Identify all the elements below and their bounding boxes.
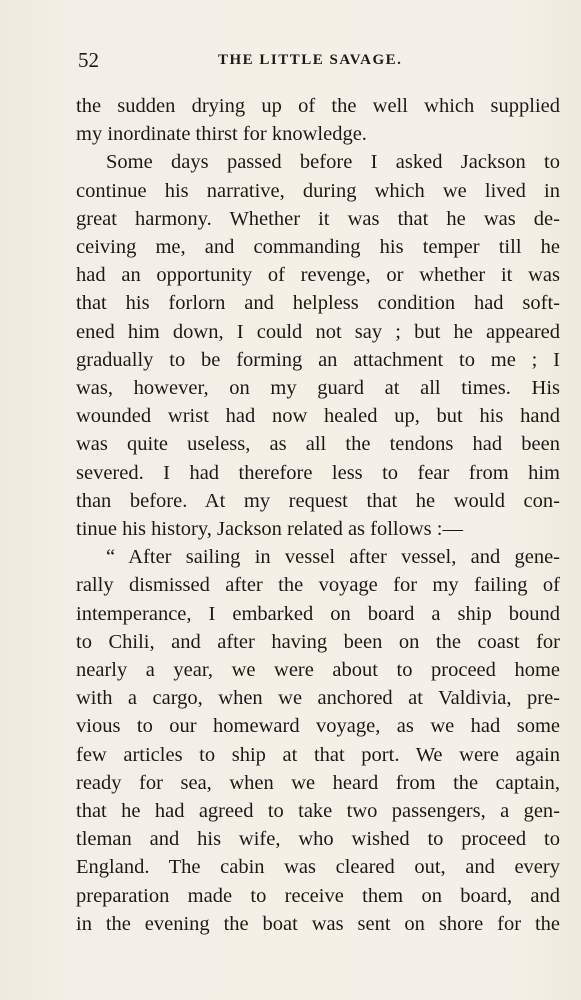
text-line: vious to our homeward voyage, as we had some xyxy=(76,715,560,738)
text-line: the sudden drying up of the well which supplied xyxy=(76,95,560,117)
body-text xyxy=(76,92,560,938)
text-line: was, however, on my guard at all times. His xyxy=(76,377,560,400)
text-line: in the evening the boat was sent on shore for the xyxy=(76,912,560,935)
text-line: “ After sailing in vessel after vessel, and gene- xyxy=(106,546,560,569)
text-line: few articles to ship at that port. We were again xyxy=(76,743,560,766)
text-line: great harmony. Whether it was that he was de- xyxy=(76,207,560,230)
page-number: 52 xyxy=(78,48,99,72)
text-line: Some days passed before I asked Jackson to xyxy=(106,151,560,174)
text-line: ceiving me, and commanding his temper till he xyxy=(76,236,560,259)
text-line: with a cargo, when we anchored at Valdivia, pre- xyxy=(76,687,560,710)
text-line: ened him down, I could not say ; but he appeared xyxy=(76,320,560,343)
text-line: ready for sea, when we heard from the captain, xyxy=(76,771,560,794)
text-line: rally dismissed after the voyage for my failing of xyxy=(76,574,560,597)
text-line: England. The cabin was cleared out, and every xyxy=(76,856,560,879)
text-line: continue his narrative, during which we lived in xyxy=(76,179,560,202)
text-line: severed. I had therefore less to fear from him xyxy=(76,461,560,484)
page-header xyxy=(78,48,558,76)
text-line: my inordinate thirst for knowledge. xyxy=(76,123,367,146)
text-line: than before. At my request that he would con- xyxy=(76,489,560,512)
text-line: to Chili, and after having been on the coast for xyxy=(76,630,560,653)
running-title: THE LITTLE SAVAGE. xyxy=(218,52,403,68)
text-line: gradually to be forming an attachment to me ; I xyxy=(76,348,560,371)
text-line: had an opportunity of revenge, or whether it was xyxy=(76,264,560,287)
text-line: was quite useless, as all the tendons had been xyxy=(76,433,560,456)
text-line: wounded wrist had now healed up, but his hand xyxy=(76,405,560,428)
text-line: tinue his history, Jackson related as follows :— xyxy=(76,518,463,541)
text-line: that he had agreed to take two passengers, a gen- xyxy=(76,800,560,823)
text-line: preparation made to receive them on board, and xyxy=(76,884,560,907)
text-line: tleman and his wife, who wished to proceed to xyxy=(76,828,560,851)
text-line: nearly a year, we were about to proceed home xyxy=(76,659,560,682)
text-line: that his forlorn and helpless condition had soft- xyxy=(76,292,560,315)
text-line: intemperance, I embarked on board a ship bound xyxy=(76,602,560,625)
